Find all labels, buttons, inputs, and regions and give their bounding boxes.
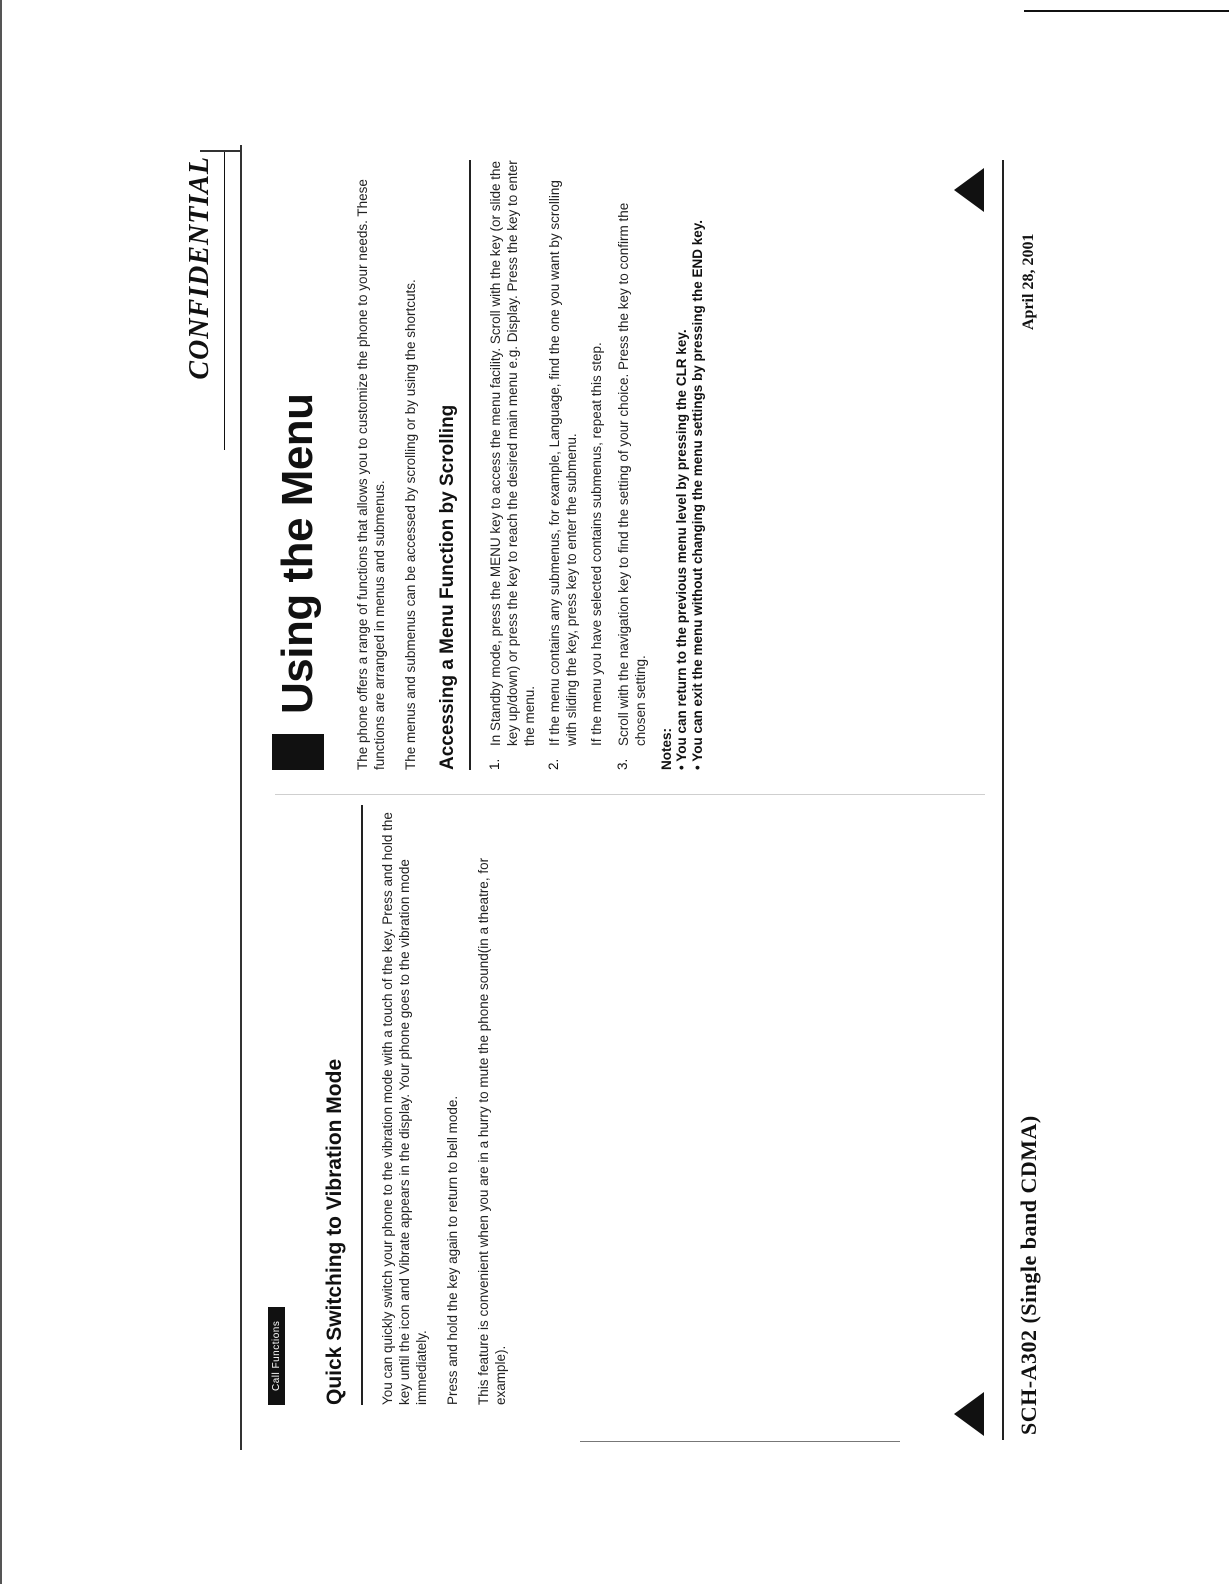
note-item: • You can return to the previous menu level by pressing the CLR key. <box>673 329 689 770</box>
page-title: Using the Menu <box>273 393 322 714</box>
frame-bottom-rule <box>1002 160 1004 1440</box>
frame-right-rule <box>200 151 240 153</box>
step-subtext: If the menu you have selected contains submenus, repeat this step. <box>588 342 604 746</box>
footer-date: April 28, 2001 <box>1020 233 1037 330</box>
confidential-header <box>180 150 225 450</box>
notes-title: Notes: <box>658 727 674 770</box>
step-text: If the menu contains any submenus, for example, Language, find the one you want by scrolling with sliding the key, press key to enter the submenu. <box>546 180 579 746</box>
confidential-label: CONFIDENTIAL <box>184 156 215 380</box>
heading-rule <box>361 805 363 1405</box>
column-divider <box>275 794 985 795</box>
left-margin-rule <box>580 1441 900 1442</box>
right-page <box>250 160 990 770</box>
left-paragraph: Press and hold the key again to return to bell mode. <box>444 1095 460 1405</box>
page-corner-left-icon <box>954 1392 984 1436</box>
left-page <box>250 805 990 1405</box>
section-tab: Call Functions <box>268 1307 285 1405</box>
step-number: 3. <box>614 758 630 770</box>
step-text: In Standby mode, press the MENU key to access the menu facility. Scroll with the key (or slide the key up/down) or press the key to reach the desired main menu e.g. Display. Press the key to enter the menu. <box>487 160 537 746</box>
step-text: Scroll with the navigation key to find the setting of your choice. Press the key to confirm the chosen setting. <box>615 202 648 746</box>
intro-paragraph: The menus and submenus can be accessed by scrolling or by using the shortcuts. <box>403 279 418 770</box>
section-rule <box>469 160 471 770</box>
section-heading: Accessing a Menu Function by Scrolling <box>437 404 458 770</box>
step-item <box>615 160 649 770</box>
step-item <box>487 160 538 770</box>
left-paragraph: You can quickly switch your phone to the vibration mode with a touch of the key. Press and hold the key until the icon and Vibrate appears in the display. Your phone goes to the vibration mode immediately. <box>379 812 429 1405</box>
left-paragraph: This feature is convenient when you are in a hurry to mute the phone sound(in a theatre, for example). <box>475 857 508 1405</box>
frame-top-rule <box>240 145 242 1450</box>
title-block-icon <box>272 734 324 770</box>
title-row <box>272 160 324 770</box>
intro-paragraph: The phone offers a range of functions that allows you to customize the phone to your needs. These functions are arranged in menus and submenus. <box>355 179 387 770</box>
scan-edge-left <box>0 0 2 1584</box>
step-number: 2. <box>545 758 561 770</box>
left-heading: Quick Switching to Vibration Mode <box>323 1058 346 1405</box>
step-item <box>546 160 580 770</box>
footer-model: SCH-A302 (Single band CDMA) <box>1016 1115 1041 1435</box>
page-corner-right-icon <box>954 168 984 212</box>
rotated-manual-page <box>180 140 1060 1470</box>
step-number: 1. <box>486 758 502 770</box>
note-item: • You can exit the menu without changing the menu settings by pressing the END key. <box>689 219 705 770</box>
scan-edge-top-right <box>1024 10 1229 12</box>
